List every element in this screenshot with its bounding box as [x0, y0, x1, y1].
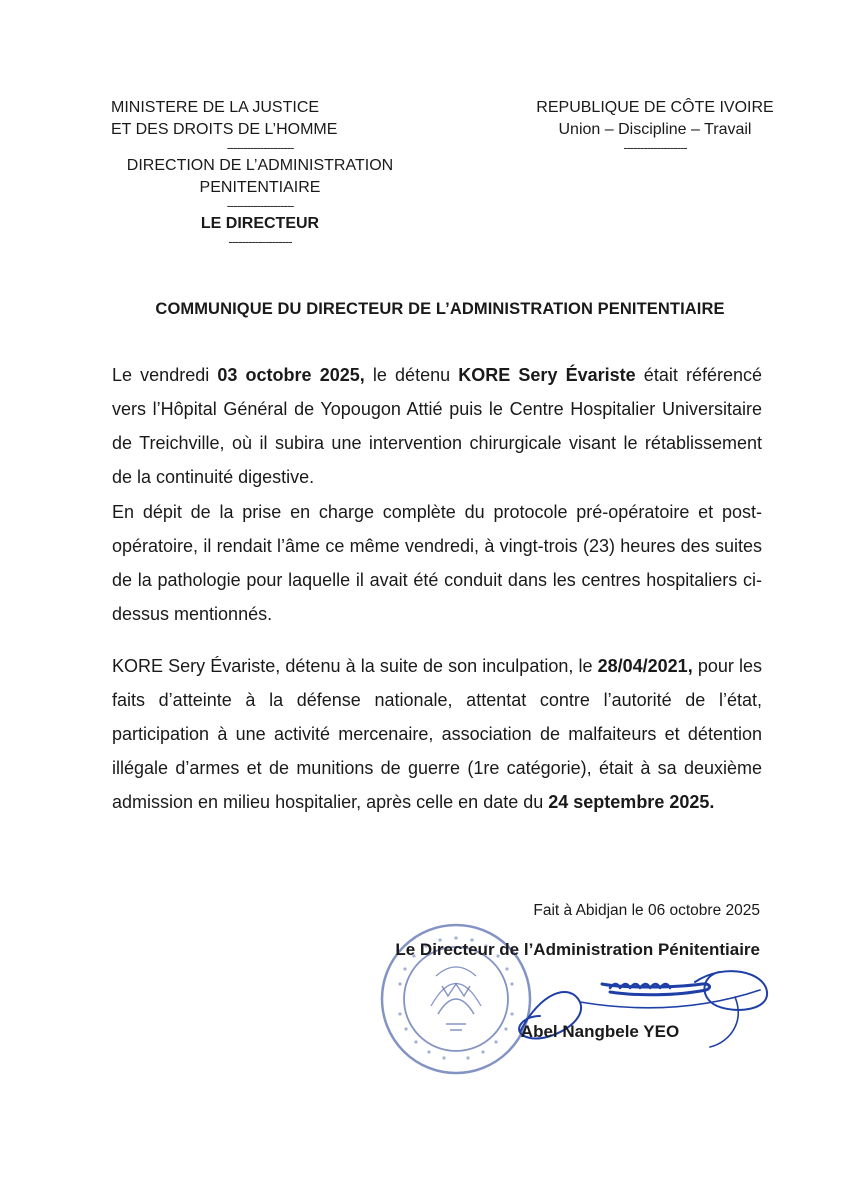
text: était référencé vers l’Hôpital Général de Yopougon Attié puis le Centre Hospitalier Universitaire de Treichville, où il subira une intervention chirurgicale visant le rétablissement de la continuité digestive. — [112, 365, 763, 487]
text: Le vendredi — [112, 365, 218, 385]
text: pour les faits d’atteinte à la défense nationale, attentat contre l’autorité de l’état, participation à une activité mercenaire, association de malfaiteurs et détention illégale d’armes et de munitions de guerre (1re catégorie), était à sa deuxième admission en milieu hospitalier, après celle en date du — [112, 656, 762, 812]
separator: -------------------- — [226, 140, 294, 155]
ministry-header — [95, 97, 425, 249]
direction-line-1: DIRECTION DE L’ADMINISTRATION — [126, 157, 394, 174]
separator: ------------------- — [228, 234, 292, 249]
date-bold: 28/04/2021, — [597, 656, 693, 676]
republic-motto: Union – Discipline – Travail — [558, 121, 752, 138]
text: En dépit de la prise en charge complète du protocole pré-opératoire et post-opératoire, il rendait l’âme ce même vendredi, à vingt-trois (23) heures des suites de la pathologie pour laquelle il avait été conduit dans les centres hospitaliers ci-dessus mentionnés. — [112, 502, 762, 624]
direction-line-2: PENITENTIAIRE — [199, 179, 321, 196]
communique-title: COMMUNIQUE DU DIRECTEUR DE L’ADMINISTRATION PENITENTIAIRE — [155, 300, 725, 318]
republic-name: REPUBLIQUE DE CÔTE IVOIRE — [536, 99, 774, 116]
republic-header — [520, 97, 790, 155]
signatory-title: Le Directeur de l’Administration Pénitentiaire — [395, 940, 760, 959]
text: le détenu — [364, 365, 459, 385]
paragraph-1 — [112, 358, 762, 494]
detainee-name: KORE Sery Évariste — [458, 365, 636, 385]
signatory-name: Abel Nangbele YEO — [520, 1022, 680, 1041]
paragraph-3 — [112, 649, 762, 819]
paragraph-2 — [112, 495, 762, 631]
ministry-line-1: MINISTERE DE LA JUSTICE — [111, 99, 320, 116]
director-label: LE DIRECTEUR — [200, 215, 320, 232]
separator: -------------------- — [226, 198, 294, 213]
handwritten-signature — [490, 962, 780, 1062]
separator: ------------------- — [623, 140, 687, 155]
place-and-date: Fait à Abidjan le 06 octobre 2025 — [533, 902, 760, 919]
text: KORE Sery Évariste, détenu à la suite de son inculpation, le — [112, 656, 598, 676]
date-bold: 24 septembre 2025. — [548, 792, 715, 812]
ministry-line-2: ET DES DROITS DE L’HOMME — [111, 121, 338, 138]
date-bold: 03 octobre 2025, — [217, 365, 365, 385]
